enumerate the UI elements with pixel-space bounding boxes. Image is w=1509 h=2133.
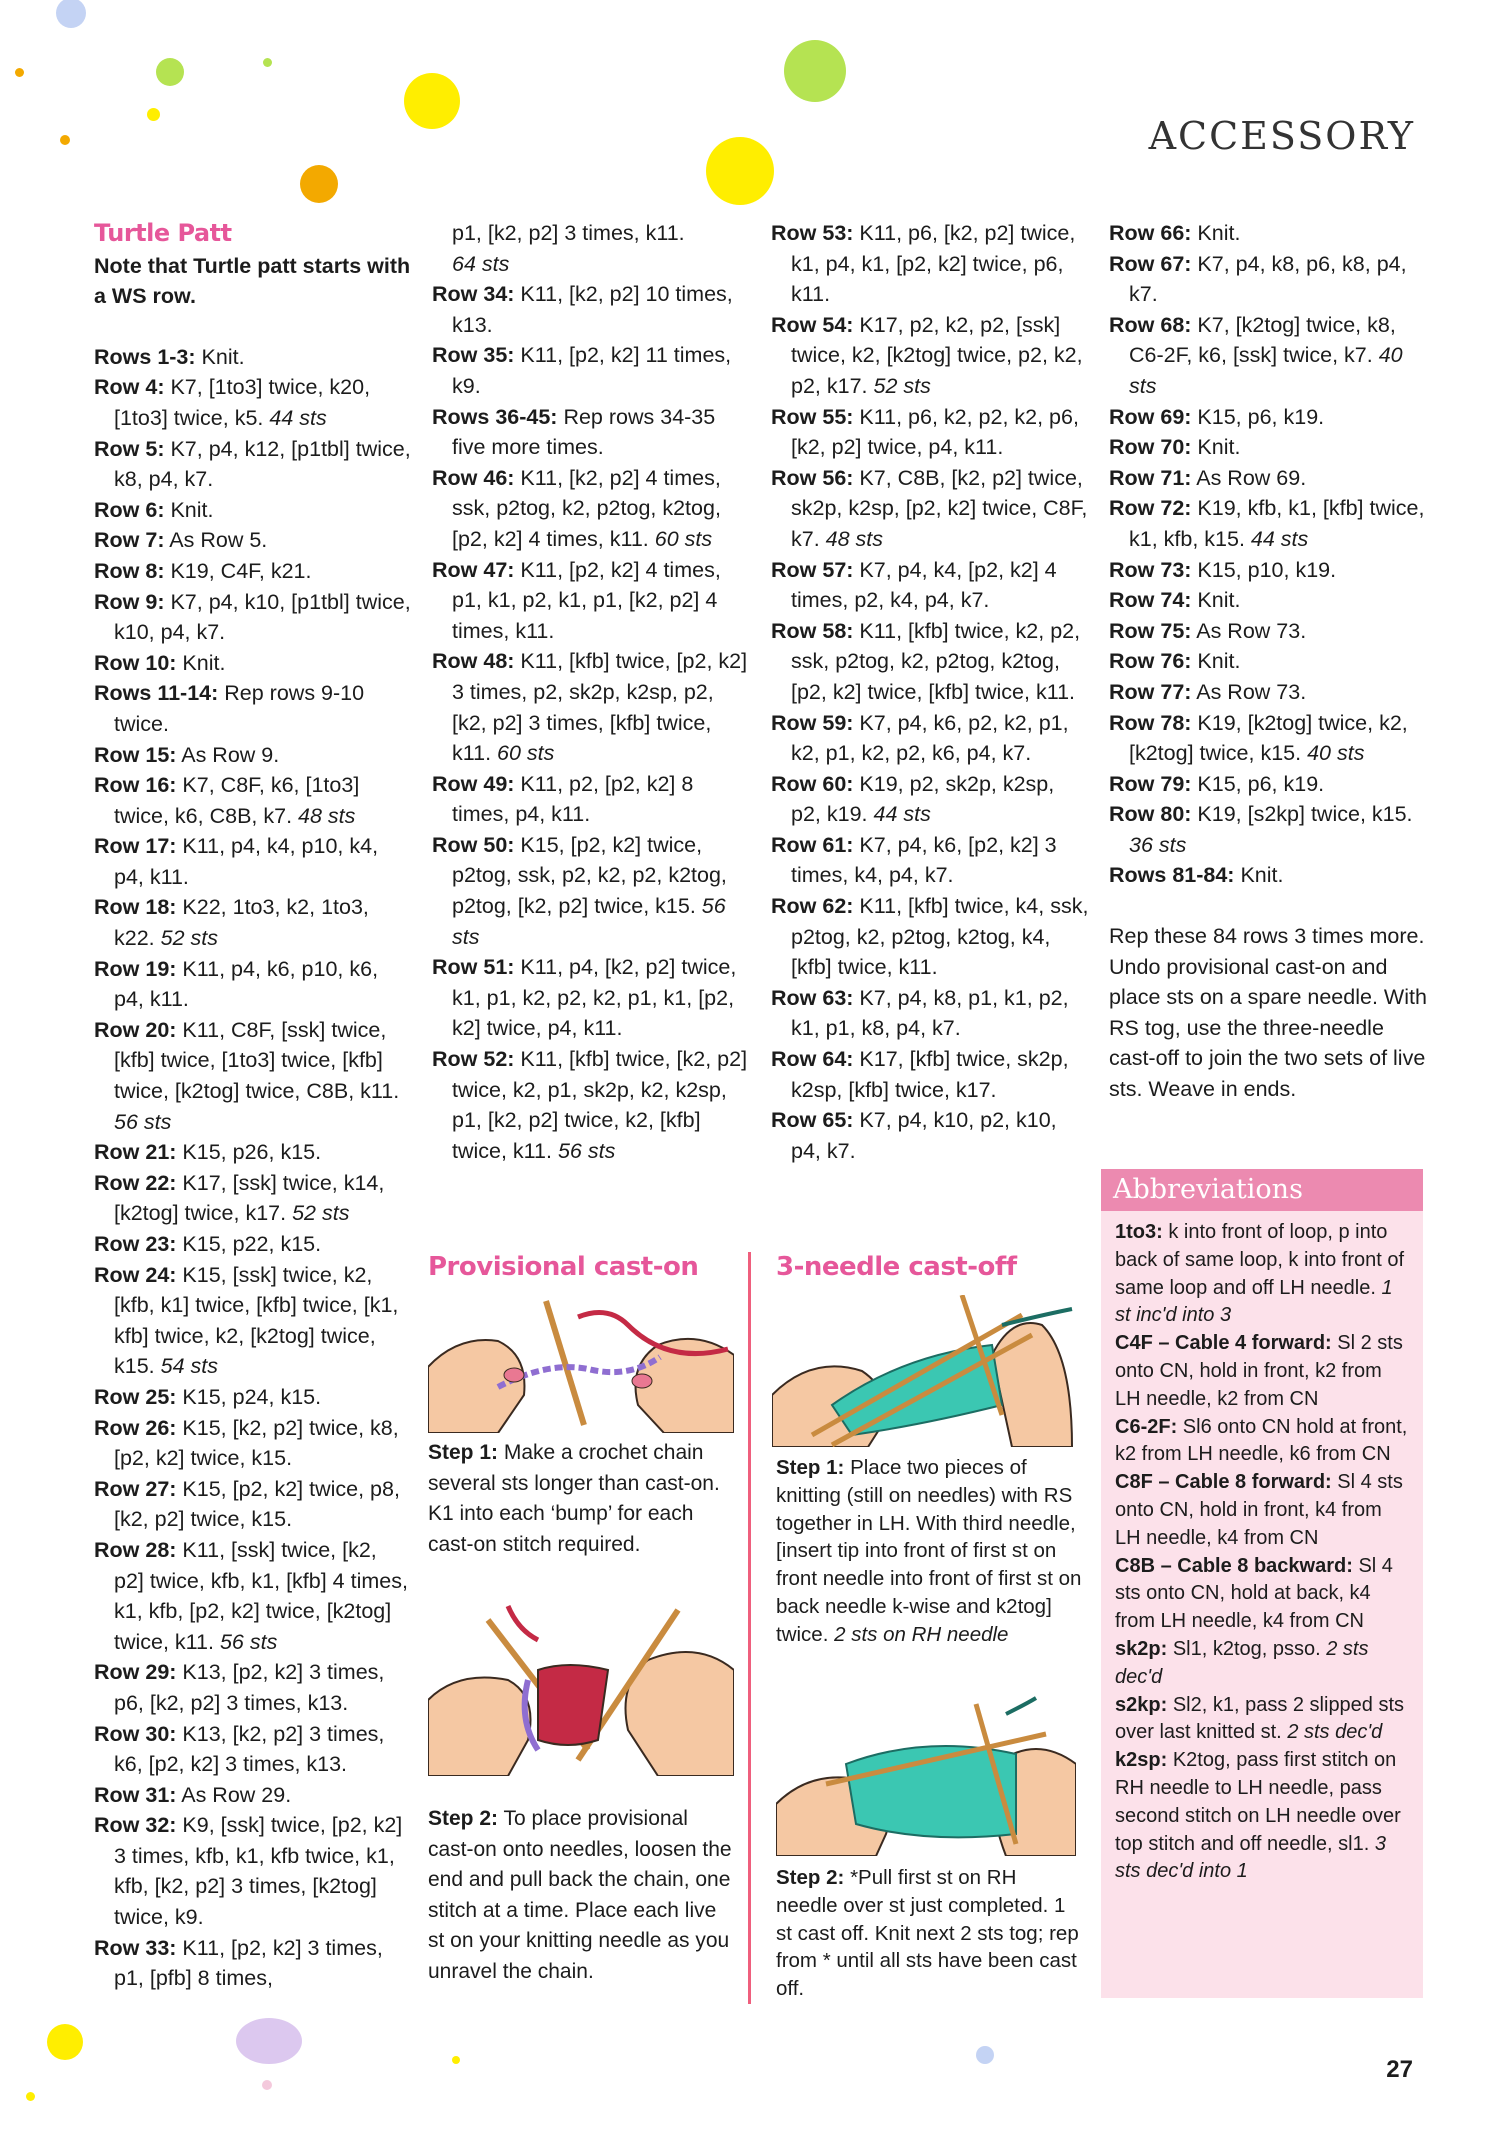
decorative-dot [784, 40, 846, 102]
pattern-row: Row 5: K7, p4, k12, [p1tbl] twice, k8, p4, k7. [94, 436, 411, 492]
page-number: 27 [1386, 2056, 1413, 2083]
pattern-row: Row 55: K11, p6, k2, p2, k2, p6, [k2, p2] twice, p4, k11. [771, 404, 1079, 460]
pattern-row: Row 77: As Row 73. [1109, 679, 1307, 704]
three-needle-step-2: Step 2: *Pull first st on RH needle over st just completed. 1 st cast off. Knit next 2 sts tog; rep from * until all sts have been cast off. [776, 1866, 1079, 2001]
pattern-row-continued: p1, [k2, p2] 3 times, k11. 64 sts [452, 221, 685, 276]
abbreviation-entry: C8F – Cable 8 forward: Sl 4 sts onto CN, hold in front, k4 from LH needle, k4 from CN [1115, 1471, 1403, 1549]
three-needle-cast-off-title: 3-needle cast-off [776, 1252, 1017, 1282]
decorative-dot [452, 2056, 460, 2064]
pattern-row: Row 15: As Row 9. [94, 742, 280, 767]
pattern-row: Row 46: K11, [k2, p2] 4 times, ssk, p2tog, k2, p2tog, k2tog, [p2, k2] 4 times, k11. 60 sts [432, 465, 721, 551]
abbreviations-title: Abbreviations [1101, 1169, 1423, 1211]
pattern-row: Row 50: K15, [p2, k2] twice, p2tog, ssk, p2, k2, p2, k2tog, p2tog, [k2, p2] twice, k15. 56 sts [432, 832, 727, 949]
decorative-dot [976, 2046, 994, 2064]
provisional-knitting-illustration [428, 1600, 734, 1776]
pattern-row: Row 66: Knit. [1109, 221, 1241, 245]
pattern-row: Row 80: K19, [s2kp] twice, k15. 36 sts [1109, 802, 1413, 857]
pattern-row: Row 71: As Row 69. [1109, 465, 1307, 490]
pattern-row: Row 74: Knit. [1109, 588, 1241, 613]
pattern-row: Rows 11-14: Rep rows 9-10 twice. [94, 681, 365, 736]
pattern-row: Row 25: K15, p24, k15. [94, 1384, 322, 1409]
pattern-row: Row 72: K19, kfb, k1, [kfb] twice, k1, kfb, k15. 44 sts [1109, 496, 1425, 551]
decorative-dot [404, 73, 460, 129]
decorative-dot [236, 2018, 302, 2064]
decorative-dot [47, 2024, 83, 2060]
decorative-dot [263, 58, 272, 67]
pattern-row: Row 54: K17, p2, k2, p2, [ssk] twice, k2, [k2tog] twice, p2, k2, p2, k17. 52 sts [771, 312, 1083, 398]
decorative-dot [56, 0, 86, 28]
abbreviations-box [1101, 1169, 1423, 1998]
pattern-row: Row 7: As Row 5. [94, 528, 268, 553]
pattern-row: Row 6: Knit. [94, 497, 214, 522]
decorative-dot [706, 137, 774, 205]
pattern-row: Row 22: K17, [ssk] twice, k14, [k2tog] twice, k17. 52 sts [94, 1170, 385, 1226]
section-title: ACCESSORY [1148, 114, 1415, 158]
pattern-row: Row 70: Knit. [1109, 435, 1241, 460]
pattern-row: Rows 36-45: Rep rows 34-35 five more times. [432, 404, 716, 460]
decorative-dot [26, 2092, 35, 2101]
pattern-column-2 [432, 218, 750, 1166]
pattern-row: Row 4: K7, [1to3] twice, k20, [1to3] twice, k5. 44 sts [94, 375, 371, 430]
abbreviations-list [1101, 1211, 1423, 1886]
abbreviation-entry: C4F – Cable 4 forward: Sl 2 sts onto CN, hold in front, k2 from LH needle, k2 from CN [1115, 1332, 1403, 1410]
pattern-row: Row 17: K11, p4, k4, p10, k4, p4, k11. [94, 834, 379, 889]
pattern-row: Row 31: As Row 29. [94, 1782, 292, 1807]
pattern-row: Row 79: K15, p6, k19. [1109, 771, 1325, 796]
three-needle-step2-illustration [776, 1694, 1076, 1856]
pattern-row: Row 9: K7, p4, k10, [p1tbl] twice, k10, p4, k7. [94, 589, 411, 645]
pattern-column-4 [1109, 218, 1427, 1105]
abbreviation-entry: C8B – Cable 8 backward: Sl 4 sts onto CN, hold at back, k4 from LH needle, k4 from CN [1115, 1554, 1393, 1633]
three-needle-step1-illustration [772, 1295, 1082, 1447]
pattern-column-1 [94, 218, 412, 1994]
pattern-row: Row 24: K15, [ssk] twice, k2, [kfb, k1] twice, [kfb] twice, [k1, kfb] twice, k2, [k2tog] twice, k15. 54 sts [94, 1262, 399, 1379]
abbreviation-entry: 1to3: k into front of loop, p into back of same loop, k into front of same loop and off LH needle. 1 st inc'd into 3 [1115, 1221, 1405, 1327]
abbreviation-entry: sk2p: Sl1, k2tog, psso. 2 sts dec'd [1115, 1637, 1369, 1688]
finishing-instruction: Undo provisional cast-on and place sts on a spare needle. With RS tog, use the three-needle cast-off to join the two sets of live sts. Weave in ends. [1109, 954, 1427, 1102]
provisional-cast-on-title: Provisional cast-on [428, 1252, 699, 1282]
three-needle-step-1: Step 1: Place two pieces of knitting (still on needles) with RS together in LH. With third needle, [insert tip into front of first st on front needle into front of first st on back needle k-wise and k2tog] twice. 2 sts on RH needle [776, 1456, 1082, 1646]
pattern-row: Row 52: K11, [kfb] twice, [k2, p2] twice, k2, p1, sk2p, k2, k2sp, p1, [k2, p2] twice, k2, [kfb] twice, k11. 56 sts [432, 1047, 748, 1163]
pattern-row: Row 32: K9, [ssk] twice, [p2, k2] 3 times, kfb, k1, kfb twice, k1, kfb, [k2, p2] 3 times, [k2tog] twice, k9. [94, 1813, 403, 1930]
abbreviation-entry: k2sp: K2tog, pass first stitch on RH needle to LH needle, pass second stitch on LH needle over top stitch and off needle, sl1. 3 sts dec'd into 1 [1115, 1749, 1401, 1883]
turtle-patt-note: Note that Turtle patt starts with a WS row. [94, 253, 411, 309]
pattern-row: Row 19: K11, p4, k6, p10, k6, p4, k11. [94, 956, 379, 1012]
pattern-row: Row 63: K7, p4, k8, p1, k1, p2, k1, p1, k8, p4, k7. [771, 985, 1069, 1041]
pattern-row: Row 61: K7, p4, k6, [p2, k2] 3 times, k4, p4, k7. [771, 832, 1057, 888]
decorative-dot [60, 135, 70, 145]
pattern-row: Row 73: K15, p10, k19. [1109, 557, 1337, 582]
provisional-cast-on-section [428, 1252, 734, 1289]
pattern-row: Row 16: K7, C8F, k6, [1to3] twice, k6, C8B, k7. 48 sts [94, 773, 360, 828]
decorative-dot [156, 58, 184, 86]
pattern-row: Row 34: K11, [k2, p2] 10 times, k13. [432, 282, 733, 337]
pattern-row: Row 28: K11, [ssk] twice, [k2, p2] twice, kfb, k1, [kfb] 4 times, k1, kfb, [p2, k2] twice, [k2tog] twice, k11. 56 sts [94, 1537, 408, 1654]
pattern-row: Row 62: K11, [kfb] twice, k4, ssk, p2tog, k2, p2tog, k2tog, k4, [kfb] twice, k11. [771, 894, 1089, 980]
pattern-row: Row 51: K11, p4, [k2, p2] twice, k1, p1, k2, p2, k2, p1, k1, [p2, k2] twice, p4, k11. [432, 955, 737, 1041]
pattern-row: Row 68: K7, [k2tog] twice, k8, C6-2F, k6, [ssk] twice, k7. 40 sts [1109, 312, 1403, 398]
decorative-dot [147, 108, 160, 121]
pattern-row: Row 65: K7, p4, k10, p2, k10, p4, k7. [771, 1108, 1057, 1163]
pattern-row: Row 75: As Row 73. [1109, 618, 1307, 643]
pattern-row: Rows 1-3: Knit. [94, 344, 245, 369]
pattern-row: Row 56: K7, C8B, [k2, p2] twice, sk2p, k2sp, [p2, k2] twice, C8F, k7. 48 sts [771, 465, 1088, 551]
pattern-row: Row 47: K11, [p2, k2] 4 times, p1, k1, p2, k1, p1, [k2, p2] 4 times, k11. [432, 557, 721, 643]
section-divider [748, 1252, 751, 2004]
provisional-step-2: Step 2: To place provisional cast-on onto needles, loosen the end and pull back the chain, one stitch at a time. Place each live st on your knitting needle as you unravel the chain. [428, 1807, 732, 1983]
pattern-row: Row 60: K19, p2, sk2p, k2sp, p2, k19. 44 sts [771, 771, 1055, 827]
provisional-step-1: Step 1: Make a crochet chain several sts longer than cast-on. K1 into each ‘bump’ for each cast-on stitch required. [428, 1441, 720, 1556]
pattern-row: Row 69: K15, p6, k19. [1109, 404, 1325, 429]
abbreviation-entry: s2kp: Sl2, k1, pass 2 slipped sts over last knitted st. 2 sts dec'd [1115, 1693, 1405, 1744]
pattern-row: Row 8: K19, C4F, k21. [94, 558, 312, 583]
crochet-chain-illustration [428, 1295, 734, 1433]
pattern-row: Row 26: K15, [k2, p2] twice, k8, [p2, k2] twice, k15. [94, 1415, 399, 1471]
pattern-row: Row 20: K11, C8F, [ssk] twice, [kfb] twice, [1to3] twice, [kfb] twice, [k2tog] twice, C8B, k11. 56 sts [94, 1017, 400, 1134]
pattern-row: Row 64: K17, [kfb] twice, sk2p, k2sp, [kfb] twice, k17. [771, 1047, 1069, 1102]
pattern-row: Row 23: K15, p22, k15. [94, 1232, 322, 1256]
pattern-row: Row 67: K7, p4, k8, p6, k8, p4, k7. [1109, 251, 1407, 307]
pattern-row: Row 48: K11, [kfb] twice, [p2, k2] 3 times, p2, sk2p, k2sp, p2, [k2, p2] 3 times, [kfb] twice, k11. 60 sts [432, 649, 748, 766]
pattern-row: Row 33: K11, [p2, k2] 3 times, p1, [pfb] 8 times, [94, 1935, 383, 1991]
pattern-row: Row 58: K11, [kfb] twice, k2, p2, ssk, p2tog, k2, p2tog, k2tog, [p2, k2] twice, [kfb] twice, k11. [771, 618, 1081, 704]
pattern-row: Row 29: K13, [p2, k2] 3 times, p6, [k2, p2] 3 times, k13. [94, 1660, 385, 1715]
decorative-dot [262, 2080, 272, 2090]
decorative-dot [300, 165, 338, 203]
three-needle-cast-off-section [776, 1252, 1082, 1289]
pattern-row: Row 57: K7, p4, k4, [p2, k2] 4 times, p2, k4, p4, k7. [771, 557, 1057, 613]
pattern-column-3 [771, 218, 1089, 1166]
pattern-row: Row 10: Knit. [94, 650, 226, 675]
pattern-row: Row 49: K11, p2, [p2, k2] 8 times, p4, k11. [432, 771, 694, 827]
repeat-instruction: Rep these 84 rows 3 times more. [1109, 924, 1425, 949]
abbreviation-entry: C6-2F: Sl6 onto CN hold at front, k2 from LH needle, k6 from CN [1115, 1415, 1408, 1466]
pattern-row: Row 78: K19, [k2tog] twice, k2, [k2tog] twice, k15. 40 sts [1109, 710, 1408, 766]
pattern-row: Row 59: K7, p4, k6, p2, k2, p1, k2, p1, k2, p2, k6, p4, k7. [771, 710, 1069, 766]
pattern-row: Row 76: Knit. [1109, 649, 1241, 674]
pattern-row: Row 21: K15, p26, k15. [94, 1140, 322, 1165]
pattern-row: Row 53: K11, p6, [k2, p2] twice, k1, p4, k1, [p2, k2] twice, p6, k11. [771, 221, 1076, 307]
pattern-row: Row 30: K13, [k2, p2] 3 times, k6, [p2, k2] 3 times, k13. [94, 1721, 385, 1777]
turtle-patt-title: Turtle Patt [94, 219, 232, 247]
pattern-row: Row 18: K22, 1to3, k2, 1to3, k22. 52 sts [94, 895, 369, 951]
decorative-dot [15, 68, 24, 77]
pattern-row: Row 27: K15, [p2, k2] twice, p8, [k2, p2] twice, k15. [94, 1476, 400, 1532]
pattern-row: Rows 81-84: Knit. [1109, 863, 1284, 888]
pattern-row: Row 35: K11, [p2, k2] 11 times, k9. [432, 343, 732, 398]
